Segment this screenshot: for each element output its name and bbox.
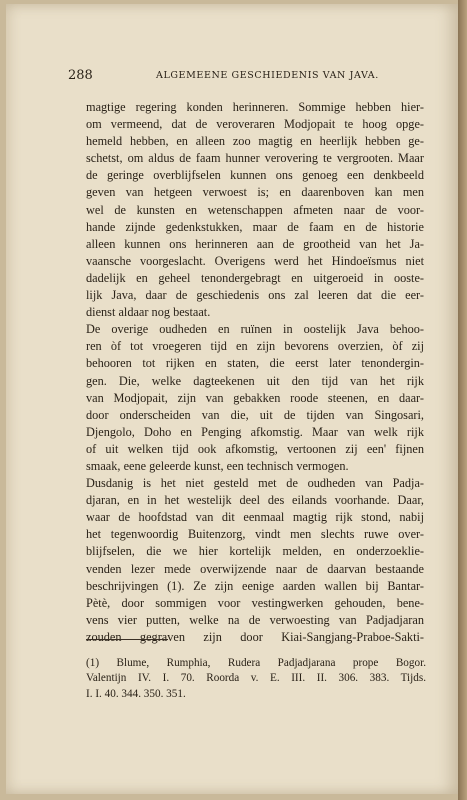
text-line: zouden gegraven zijn door Kiai-Sangjang-Praboe-Sakti- <box>86 629 424 644</box>
text-line: hemeld hebben, en alleen zoo magtig en heerlijk hebben ge- <box>86 134 424 149</box>
text-line: de geringe overblijfselen kunnen ons genoeg een denkbeeld <box>86 168 424 183</box>
text-line: wel de kunsten en wetenschappen afmeten naar de voor- <box>86 202 424 217</box>
footnotes <box>86 656 426 702</box>
text-line: Dusdanig is het niet gesteld met de oudheden van Padja- <box>86 476 424 491</box>
text-line: blijfselen, die we hier kortelijk melden, en onderzoeklie- <box>86 544 424 559</box>
text-line: schetst, om aldus de faam hunner verovering te vergrooten. Maar <box>86 151 424 166</box>
text-line: dadelijk en geheel tenondergebragt en uitgeroeid in ooste- <box>86 270 424 285</box>
text-line: het tegenwoordig Buitenzorg, vindt men slechts ruwe over- <box>86 527 424 542</box>
footnote-line: I. I. 40. 344. 350. 351. <box>86 687 186 700</box>
footnote-rule <box>86 639 168 640</box>
text-line: Pètè, door sommigen voor vestingwerken gehouden, bene- <box>86 595 424 610</box>
book-page <box>6 4 458 794</box>
text-line: De overige oudheden en ruïnen in oostelijk Java behoo- <box>86 322 424 337</box>
text-line: magtige regering konden herinneren. Sommige hebben hier- <box>86 100 424 114</box>
text-line: djaran, en in het westelijk deel des eilands voorhande. Daar, <box>86 493 424 508</box>
text-line: om vermeend, dat de veroveraren Modjopait te hoog opge- <box>86 117 424 132</box>
page-number: 288 <box>68 68 93 83</box>
page-edge <box>458 0 467 800</box>
body-text <box>86 99 424 646</box>
running-title: ALGEMEENE GESCHIEDENIS VAN JAVA. <box>156 70 379 81</box>
text-line: geven van hetgeen verwoest is; en daarenboven kan men <box>86 185 424 200</box>
text-line: venden lezer mede overwijzende naar de daarvan bestaande <box>86 561 424 576</box>
text-line: van Modjopait, zijn van gebakken roode steenen, en daar- <box>86 390 424 405</box>
footnote-line: Valentijn IV. I. 70. Roorda v. E. III. II. 306. 383. Tijds. <box>86 672 426 685</box>
text-line: hande zijnde gedenkstukken, maar de faam en de historie <box>86 219 424 234</box>
text-line: door onderscheiden van die, uit de tijden van Singosari, <box>86 407 424 422</box>
text-line: smaak, eene geleerde kunst, een technisch vermogen. <box>86 458 349 473</box>
text-line: of uit welken tijd ook afkomstig, vertoonen zij een' fijnen <box>86 441 424 456</box>
text-line: Djengolo, Doho en Penging afkomstig. Maar van welk rijk <box>86 424 424 439</box>
text-line: waar de hoofdstad van dit eenmaal magtig rijk stond, nabij <box>86 510 424 525</box>
footnote-line: (1) Blume, Rumphia, Rudera Padjadjarana prope Bogor. <box>86 657 426 669</box>
text-line: vaansche voorgeslacht. Overigens werd het Hindoeïsmus niet <box>86 253 424 268</box>
text-line: lijk Java, daar de geschiedenis ons zal leeren dat die eer- <box>86 288 424 303</box>
text-line: beschrijvingen (1). Ze zijn eenige aarden wallen bij Bantar- <box>86 578 424 593</box>
text-line: ren òf tot vroegeren tijd en zijn bevorens overzien, òf zij <box>86 339 424 354</box>
page-header <box>68 68 418 86</box>
text-line: dienst aldaar nog bestaat. <box>86 305 211 320</box>
text-line: alleen kunnen ons herinneren aan de grootheid van het Ja- <box>86 236 424 251</box>
text-line: behooren tot rijken en staten, die eerst later tenondergin- <box>86 356 424 371</box>
text-line: gen. Die, welke dagteekenen uit den tijd van het rijk <box>86 373 424 388</box>
text-line: vens vier putten, welke na de verwoesting van Padjadjaran <box>86 612 424 627</box>
